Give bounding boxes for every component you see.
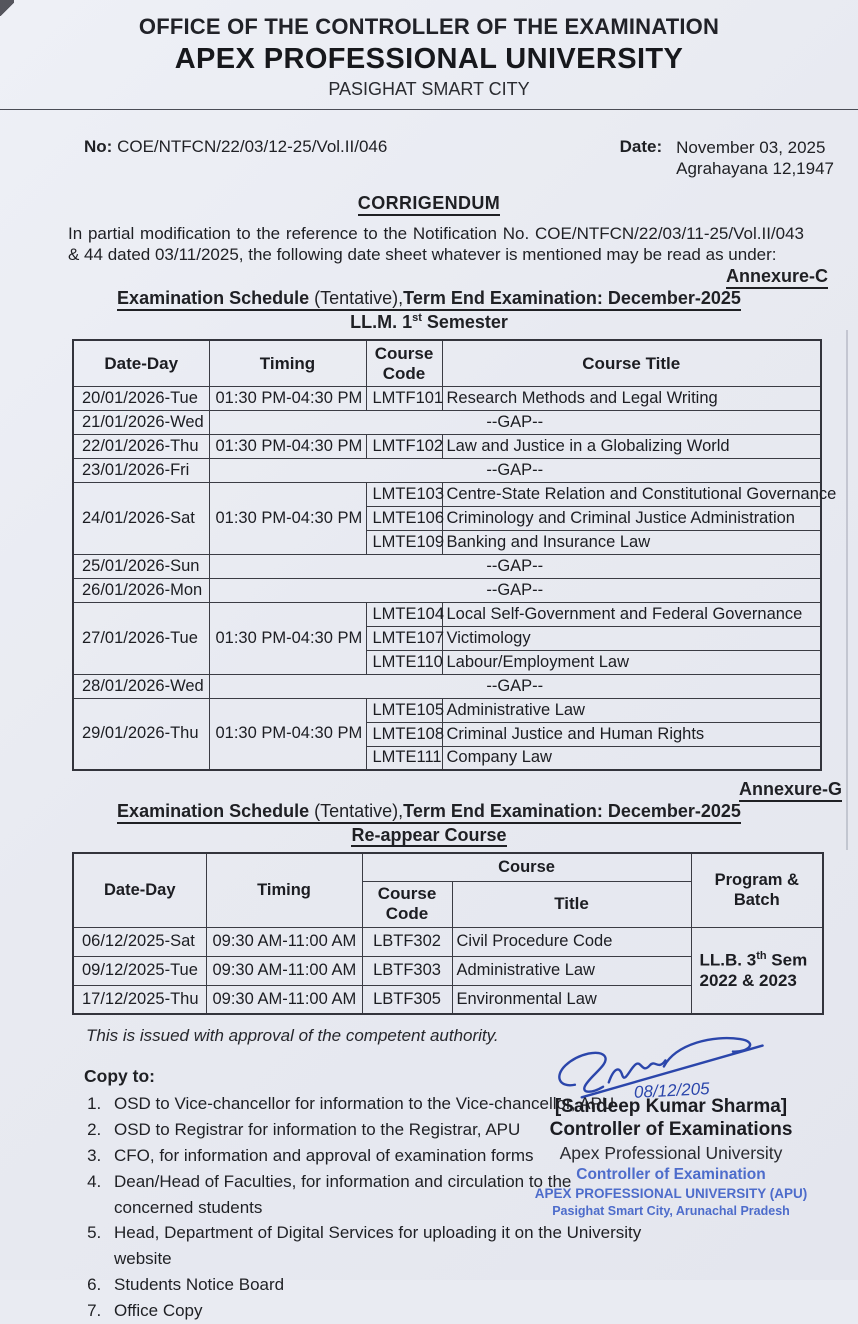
table-row: 09/12/2025-Tue 09:30 AM-11:00 AM LBTF303 Administrative Law <box>73 956 823 985</box>
table-row: 20/01/2026-Tue 01:30 PM-04:30 PM LMTF101 Research Methods and Legal Writing <box>73 386 821 410</box>
ref-no-value: COE/NTFCN/22/03/12-25/Vol.II/046 <box>117 137 388 156</box>
reference-number <box>84 137 387 157</box>
signatory-organisation: Apex Professional University <box>559 1143 783 1164</box>
date-gregorian: November 03, 2025 <box>676 138 826 157</box>
llm-schedule-table <box>72 339 837 771</box>
table-row-gap: 28/01/2026-Wed --GAP-- <box>73 674 821 698</box>
col-title: Title <box>452 881 691 927</box>
signature-date: 08/12/205 <box>633 1079 711 1103</box>
list-item: 3. CFO, for information and approval of examination forms <box>106 1143 644 1169</box>
list-item: 2. OSD to Registrar for information to the Registrar, APU <box>106 1117 644 1143</box>
approval-note: This is issued with approval of the competent authority. <box>86 1026 499 1046</box>
annexure-c-label: Annexure-C <box>0 266 828 287</box>
col-course-title: Course Title <box>442 340 821 386</box>
col-course-group: Course <box>362 853 691 881</box>
table-row: 29/01/2026-Thu 01:30 PM-04:30 PM LMTE105 Administrative Law <box>73 698 821 722</box>
copy-to-section <box>84 1066 644 1323</box>
table-row: 17/12/2025-Thu 09:30 AM-11:00 AM LBTF305 Environmental Law <box>73 985 823 1014</box>
col-program-batch: Program & Batch <box>691 853 823 927</box>
annexure-c-schedule-title <box>0 288 858 309</box>
program-batch-cell: LL.B. 3th Sem 2022 & 2023 <box>691 927 823 1014</box>
table-row: LMTE108 Criminal Justice and Human Rights <box>73 722 821 746</box>
scan-corner-artifact <box>0 0 14 16</box>
stamp-line3: Pasighat Smart City, Arunachal Pradesh <box>552 1204 790 1218</box>
table-row: LMTE109 Banking and Insurance Law <box>73 530 821 554</box>
reference-date <box>620 137 834 180</box>
table-row: 22/01/2026-Thu 01:30 PM-04:30 PM LMTF102 Law and Justice in a Globalizing World <box>73 434 821 458</box>
reappear-schedule-table <box>72 852 824 1015</box>
col-course-code: Course Code <box>362 881 452 927</box>
table-row: LMTE110 Labour/Employment Law <box>73 650 821 674</box>
reappear-subtitle: Re-appear Course <box>351 825 507 846</box>
date-saka: Agrahayana 12,1947 <box>676 159 834 179</box>
table-row: LMTE106 Criminology and Criminal Justice Administration <box>73 506 821 530</box>
col-date-day: Date-Day <box>73 853 206 927</box>
date-values <box>676 137 834 180</box>
table-row: LMTE107 Victimology <box>73 626 821 650</box>
list-item: 7. Office Copy <box>106 1298 644 1324</box>
table-row-gap: 23/01/2026-Fri --GAP-- <box>73 458 821 482</box>
letterhead <box>0 0 858 100</box>
table-row: 06/12/2025-Sat 09:30 AM-11:00 AM LBTF302 Civil Procedure Code LL.B. 3th Sem 2022 & 2023 <box>73 927 823 956</box>
table-row-gap: 26/01/2026-Mon --GAP-- <box>73 578 821 602</box>
list-item: 5. Head, Department of Digital Services for uploading it on the University website <box>106 1220 644 1272</box>
university-name: APEX PROFESSIONAL UNIVERSITY <box>174 43 684 75</box>
sched-bold1: Examination Schedule <box>117 288 310 309</box>
table-row-gap: 21/01/2026-Wed --GAP-- <box>73 410 821 434</box>
col-date-day: Date-Day <box>73 340 209 386</box>
table-row: 27/01/2026-Tue 01:30 PM-04:30 PM LMTE104 Local Self-Government and Federal Governance <box>73 602 821 626</box>
copy-to-list <box>106 1091 644 1323</box>
llm-semester-subtitle: LL.M. 1st Semester <box>350 312 508 333</box>
annexure-g-label: Annexure-G <box>0 779 842 800</box>
sched-bold2: Term End Examination: December-2025 <box>403 288 741 309</box>
table-header-row <box>73 340 821 386</box>
office-line: OFFICE OF THE CONTROLLER OF THE EXAMINATION <box>138 14 720 39</box>
table-row: 24/01/2026-Sat 01:30 PM-04:30 PM LMTE103 Centre-State Relation and Constitutional Governance <box>73 482 821 506</box>
table-row: LMTE111 Company Law <box>73 746 821 770</box>
intro-paragraph: In partial modification to the reference to the Notification No. COE/NTFCN/22/03/11-25/Vol.II/043 & 44 dated 03/11/2025, the following date sheet whatever is mentioned may be read as under: <box>68 223 804 264</box>
signatory-name: [Sandeep Kumar Sharma] <box>554 1096 788 1118</box>
signatory-designation: Controller of Examinations <box>549 1119 793 1141</box>
document-title: CORRIGENDUM <box>0 193 858 214</box>
list-item: 6. Students Notice Board <box>106 1272 644 1298</box>
list-item: 4. Dean/Head of Faculties, for information and circulation to the concerned students <box>106 1169 644 1221</box>
ref-no-label: No: <box>84 137 113 156</box>
date-label: Date: <box>619 137 663 156</box>
stamp-line1: Controller of Examination <box>576 1166 766 1184</box>
list-item: 1. OSD to Vice-chancellor for information to the Vice-chancellor, APU <box>106 1091 644 1117</box>
reference-row <box>84 137 834 180</box>
bottom-zone <box>0 1048 858 1320</box>
table-row-gap: 25/01/2026-Sun --GAP-- <box>73 554 821 578</box>
col-course-code: Course Code <box>366 340 442 386</box>
col-timing: Timing <box>206 853 362 927</box>
col-timing: Timing <box>209 340 366 386</box>
copy-to-label: Copy to: <box>84 1066 155 1087</box>
stamp-line2: APEX PROFESSIONAL UNIVERSITY (APU) <box>534 1186 808 1202</box>
header-divider <box>0 109 858 110</box>
sched-normal: (Tentative), <box>309 288 404 309</box>
city-line: PASIGHAT SMART CITY <box>328 79 530 99</box>
scan-edge-shadow <box>846 330 848 850</box>
table-header-row <box>73 853 823 881</box>
annexure-g-schedule-title: Examination Schedule (Tentative),Term End Examination: December-2025 <box>0 801 858 822</box>
